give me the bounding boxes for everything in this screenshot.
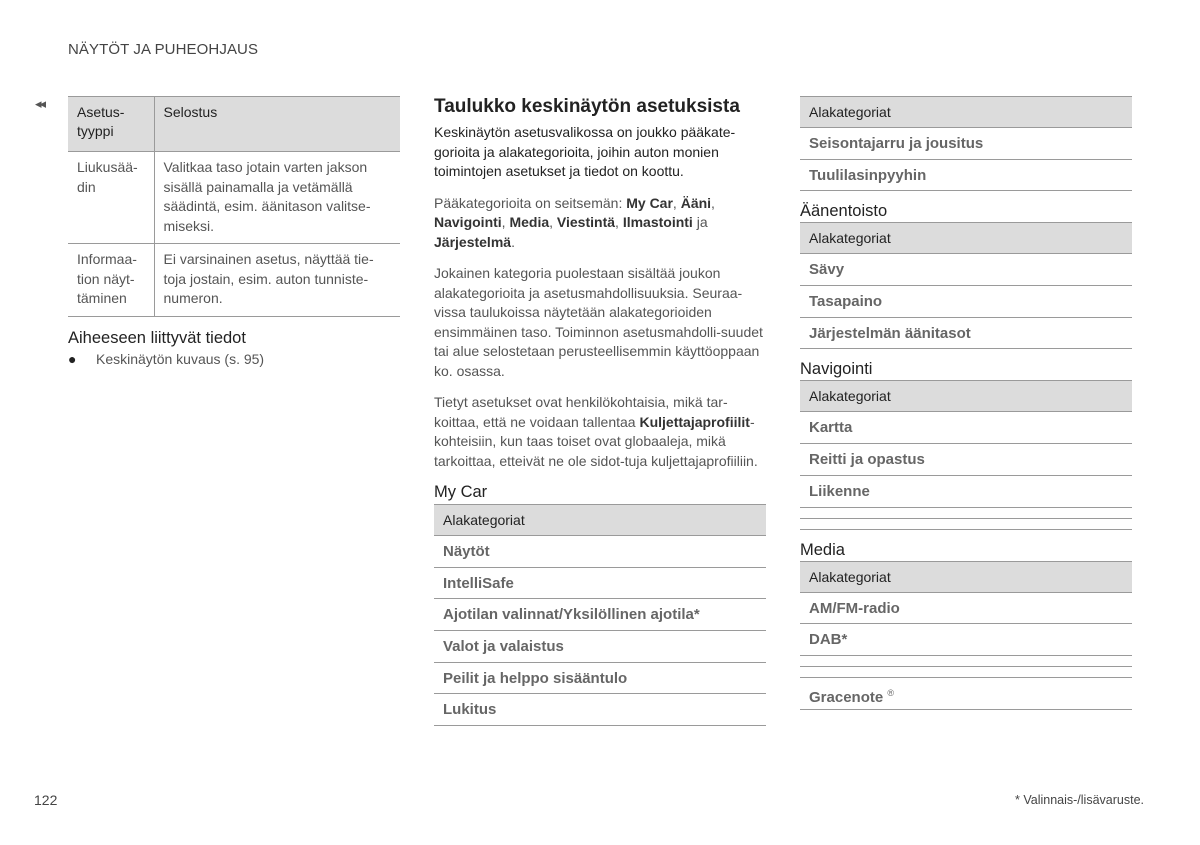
table-row-empty (800, 667, 1132, 678)
category-media: Media (509, 214, 550, 230)
table-row-empty (800, 508, 1132, 519)
table-row: Seisontajarru ja jousitus (800, 128, 1132, 160)
middle-column (434, 96, 766, 726)
registered-mark: ® (887, 687, 895, 698)
table-row: Tuulilasinpyyhin (800, 160, 1132, 192)
right-column (800, 96, 1132, 710)
footnote: * Valinnais-/lisävaruste. (1015, 793, 1144, 807)
table-header: Alakategoriat (800, 97, 1132, 128)
mycar-table-continued (800, 96, 1132, 191)
cell-type: Liukusää- din (68, 152, 154, 244)
related-link-text[interactable]: Keskinäytön kuvaus (s. 95) (96, 350, 265, 367)
category-system: Järjestelmä (434, 233, 512, 250)
setting-type-table (68, 96, 400, 317)
table-row: Peilit ja helppo sisääntulo (434, 663, 766, 695)
cell-type: Informaa- tion näyt- täminen (68, 244, 154, 317)
category-mycar: My Car (626, 194, 673, 211)
category-audio: Ääni (680, 194, 712, 211)
media-section (800, 540, 1132, 710)
table-row (68, 244, 400, 317)
subcategories-paragraph: Jokainen kategoria puolestaan sisältää joukon alakategorioita ja asetusmahdollisuuksia. Seuraa-vissa taulukoissa näytetään alakategorioiden ensimmäinen taso. Toiminnon asetusmahdolli-suudet tai alue selostetaan perusteellisemmin käyttöoppaan ko. osassa. (434, 265, 763, 379)
section-title: My Car (434, 483, 488, 501)
table-header-row (68, 97, 400, 152)
header-setting-type: Asetus- tyyppi (68, 97, 154, 152)
audio-table (800, 222, 1132, 349)
table-row: Ajotilan valinnat/Yksilöllinen ajotila* (434, 599, 766, 631)
related-link[interactable] (68, 351, 400, 367)
table-row: Reitti ja opastus (800, 444, 1132, 476)
left-column (68, 96, 400, 367)
table-row (68, 152, 400, 244)
header-description: Selostus (154, 97, 400, 152)
table-row: DAB* (800, 624, 1132, 656)
table-row: Sävy (800, 254, 1132, 286)
table-row: Tasapaino (800, 286, 1132, 318)
category-communication: Viestintä (556, 214, 616, 230)
category-navigation: Navigointi (434, 214, 502, 230)
table-row-empty (800, 656, 1132, 667)
media-table (800, 561, 1132, 710)
table-row: Liikenne (800, 476, 1132, 508)
navigation-section (800, 359, 1132, 529)
back-arrows-icon[interactable]: ◂◂ (35, 96, 45, 111)
section-title: Äänentoisto (800, 202, 888, 221)
table-header: Alakategoriat (434, 505, 766, 536)
table-row: Näytöt (434, 536, 766, 568)
navigation-table (800, 380, 1132, 529)
mycar-table (434, 504, 766, 726)
bullet-icon: ● (68, 350, 77, 367)
page-title: Taulukko keskinäytön asetuksista (434, 96, 740, 117)
related-info-title: Aiheeseen liittyvät tiedot (68, 328, 246, 347)
categories-paragraph: Pääkategorioita on seitsemän: My Car, Ääni, Navigointi, Media, Viestintä, Ilmastointi ja Järjestelmä. (434, 194, 715, 250)
category-climate: Ilmastointi (622, 214, 693, 230)
profiles-paragraph: Tietyt asetukset ovat henkilökohtaisia, mikä tar-koittaa, että ne voidaan tallentaa Kuljettajaprofiilit-kohteisiin, kun taas toiset ovat globaaleja, mikä tarkoittaa, etteivät ne ole sidot-tuja kuljettajaprofiiliin. (434, 394, 758, 469)
table-header: Alakategoriat (800, 223, 1132, 254)
section-title: Navigointi (800, 360, 873, 379)
mycar-section (434, 482, 766, 726)
table-row: Valot ja valaistus (434, 631, 766, 663)
page-number: 122 (34, 792, 58, 808)
section-title: Media (800, 540, 845, 559)
intro-paragraph: Keskinäytön asetusvalikossa on joukko pääkate-gorioita ja alakategorioita, joihin auton monien toimintojen asetukset ja tiedot on koottu. (434, 124, 736, 179)
cell-description: Ei varsinainen asetus, näyttää tie-toja jostain, esim. auton tunniste-numeron. (154, 244, 400, 317)
table-row: AM/FM-radio (800, 593, 1132, 625)
table-header: Alakategoriat (800, 562, 1132, 593)
table-row: Järjestelmän äänitasot (800, 318, 1132, 350)
table-row-empty (800, 519, 1132, 530)
driver-profiles-term: Kuljettajaprofiilit (639, 413, 750, 430)
table-row: Gracenote ® (800, 678, 1132, 710)
table-row: IntelliSafe (434, 568, 766, 600)
table-row: Kartta (800, 412, 1132, 444)
audio-section (800, 201, 1132, 349)
table-row: Lukitus (434, 694, 766, 726)
page-header: NÄYTÖT JA PUHEOHJAUS (68, 41, 259, 58)
table-header: Alakategoriat (800, 381, 1132, 412)
cell-description: Valitkaa taso jotain varten jakson sisällä painamalla ja vetämällä säädintä, esim. äänitason valitse-miseksi. (154, 152, 400, 244)
